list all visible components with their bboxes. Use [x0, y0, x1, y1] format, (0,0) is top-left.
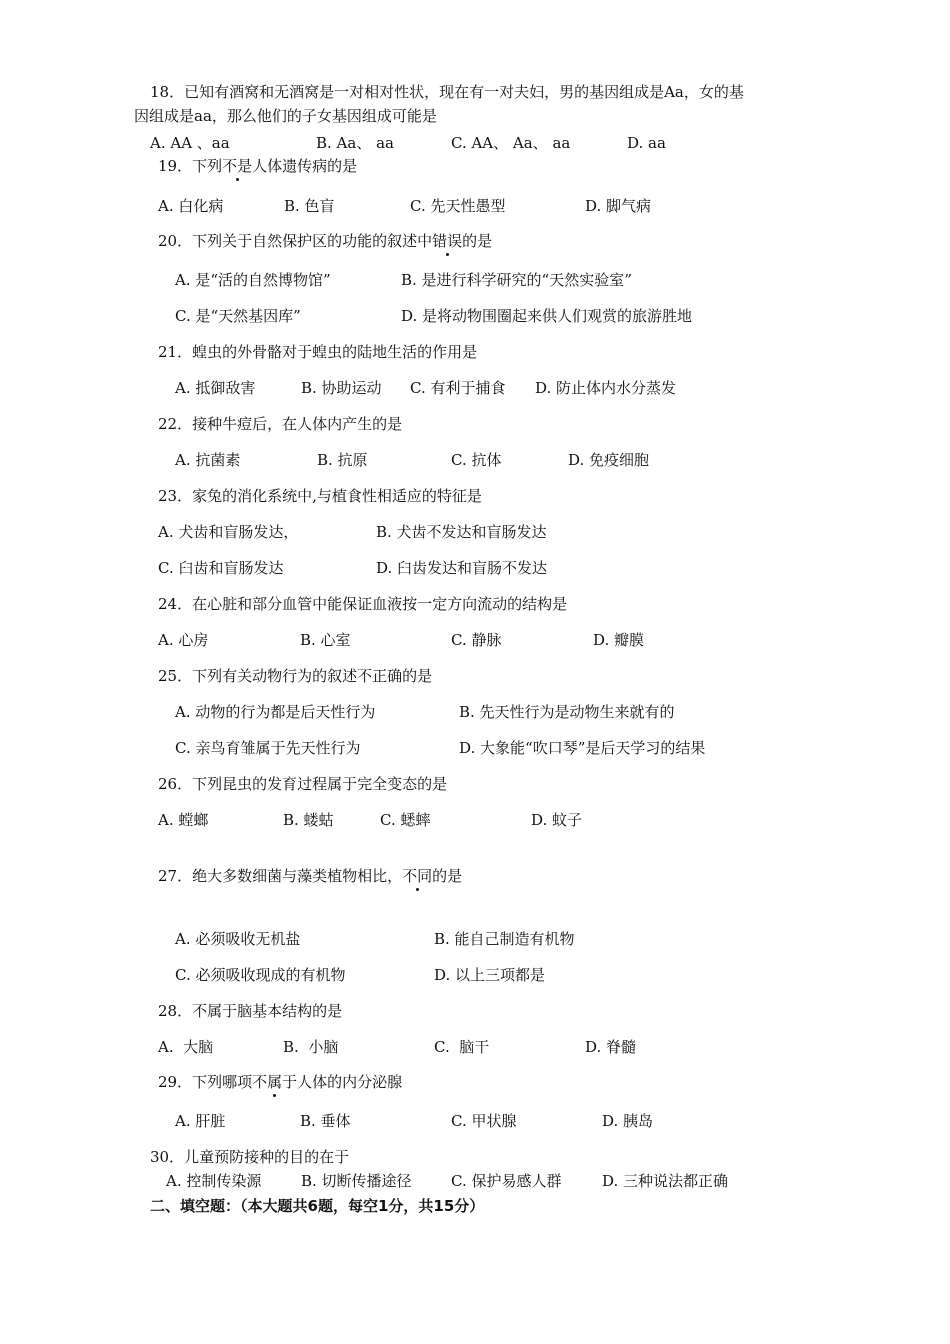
- q26-option-b: B. 蝼蛄: [283, 811, 334, 829]
- q18-stem-line2: 因组成是aa，那么他们的子女基因组成可能是: [134, 107, 437, 125]
- q30-option-b: B. 切断传播途径: [301, 1172, 412, 1190]
- q23-option-c: C. 臼齿和盲肠发达: [158, 559, 284, 577]
- q26-stem: 26．下列昆虫的发育过程属于完全变态的是: [158, 775, 448, 793]
- q25-option-b: B. 先天性行为是动物生来就有的: [459, 703, 675, 721]
- q27-option-d: D. 以上三项都是: [434, 966, 546, 984]
- q20-option-c: C. 是“天然基因库”: [175, 307, 301, 325]
- q21-option-c: C. 有利于捕食: [410, 379, 506, 397]
- q22-stem: 22．接种牛痘后，在人体内产生的是: [158, 415, 403, 433]
- q20-option-a: A. 是“活的自然博物馆”: [175, 271, 331, 289]
- q26-option-c: C. 蟋蟀: [380, 811, 431, 829]
- q30-option-c: C. 保护易感人群: [451, 1172, 562, 1190]
- q20-emphasis: 错误: [432, 232, 463, 250]
- q21-option-d: D. 防止体内水分蒸发: [535, 379, 677, 397]
- q21-option-b: B. 协助运动: [301, 379, 382, 397]
- q20-option-d: D. 是将动物围圈起来供人们观赏的旅游胜地: [401, 307, 693, 325]
- q22-option-c: C. 抗体: [451, 451, 502, 469]
- q19-option-b: B. 色盲: [284, 197, 335, 215]
- q23-option-b: B. 犬齿不发达和盲肠发达: [376, 523, 547, 541]
- q29-option-b: B. 垂体: [300, 1112, 351, 1130]
- q25-option-c: C. 亲鸟育雏属于先天性行为: [175, 739, 361, 757]
- section-heading-fill-in: 二、填空题：（本大题共6题，每空1分，共15分）: [150, 1197, 485, 1215]
- q29-stem: 29．下列哪项不属于人体的内分泌腺: [158, 1073, 403, 1091]
- q28-option-d: D. 脊髓: [585, 1038, 637, 1056]
- q24-option-b: B. 心室: [300, 631, 351, 649]
- q28-option-a: A. 大脑: [158, 1038, 214, 1056]
- q29-option-a: A. 肝脏: [175, 1112, 226, 1130]
- q18-option-c: C. AA、 Aa、 aa: [451, 134, 571, 152]
- q28-option-c: C. 脑干: [434, 1038, 490, 1056]
- q19-option-a: A. 白化病: [158, 197, 224, 215]
- q27-stem: 27．绝大多数细菌与藻类植物相比，不同的是: [158, 867, 463, 885]
- q27-emphasis: 不同: [402, 867, 433, 885]
- q29-emphasis: 不属于: [252, 1073, 298, 1091]
- q23-stem: 23．家兔的消化系统中,与植食性相适应的特征是: [158, 487, 482, 505]
- q27-option-b: B. 能自己制造有机物: [434, 930, 575, 948]
- q19-option-d: D. 脚气病: [585, 197, 652, 215]
- q21-option-a: A. 抵御敌害: [175, 379, 256, 397]
- q18-option-b: B. Aa、 aa: [316, 134, 394, 152]
- q30-option-a: A. 控制传染源: [166, 1172, 262, 1190]
- q23-option-d: D. 臼齿发达和盲肠不发达: [376, 559, 548, 577]
- q22-option-a: A. 抗菌素: [175, 451, 241, 469]
- q26-option-d: D. 蚊子: [531, 811, 583, 829]
- q20-stem: 20．下列关于自然保护区的功能的叙述中错误的是: [158, 232, 493, 250]
- q20-option-b: B. 是进行科学研究的“天然实验室”: [401, 271, 632, 289]
- q24-option-c: C. 静脉: [451, 631, 502, 649]
- q25-option-a: A. 动物的行为都是后天性行为: [175, 703, 376, 721]
- q27-option-c: C. 必须吸收现成的有机物: [175, 966, 346, 984]
- q26-option-a: A. 螳螂: [158, 811, 209, 829]
- q21-stem: 21．蝗虫的外骨骼对于蝗虫的陆地生活的作用是: [158, 343, 478, 361]
- q18-option-d: D. aa: [627, 134, 666, 152]
- q25-option-d: D. 大象能“吹口琴”是后天学习的结果: [459, 739, 706, 757]
- q24-option-d: D. 瓣膜: [593, 631, 645, 649]
- q30-stem: 30．儿童预防接种的目的在于: [150, 1148, 350, 1166]
- q28-option-b: B. 小脑: [283, 1038, 339, 1056]
- q19-stem: 19．下列不是人体遗传病的是: [158, 157, 358, 175]
- q22-option-b: B. 抗原: [317, 451, 368, 469]
- q28-stem: 28．不属于脑基本结构的是: [158, 1002, 343, 1020]
- q18-stem-line1: 18．已知有酒窝和无酒窝是一对相对性状，现在有一对夫妇，男的基因组成是Aa，女的基: [150, 83, 744, 101]
- q24-option-a: A. 心房: [158, 631, 209, 649]
- q25-stem: 25．下列有关动物行为的叙述不正确的是: [158, 667, 433, 685]
- q18-option-a: A. AA 、aa: [150, 134, 230, 152]
- q24-stem: 24．在心脏和部分血管中能保证血液按一定方向流动的结构是: [158, 595, 568, 613]
- q27-option-a: A. 必须吸收无机盐: [175, 930, 301, 948]
- q23-option-a: A. 犬齿和盲肠发达，: [158, 523, 299, 541]
- q29-option-d: D. 胰岛: [602, 1112, 654, 1130]
- q19-emphasis: 不是: [222, 157, 253, 175]
- q30-option-d: D. 三种说法都正确: [602, 1172, 729, 1190]
- q19-option-c: C. 先天性愚型: [410, 197, 506, 215]
- q29-option-c: C. 甲状腺: [451, 1112, 517, 1130]
- q22-option-d: D. 免疫细胞: [568, 451, 650, 469]
